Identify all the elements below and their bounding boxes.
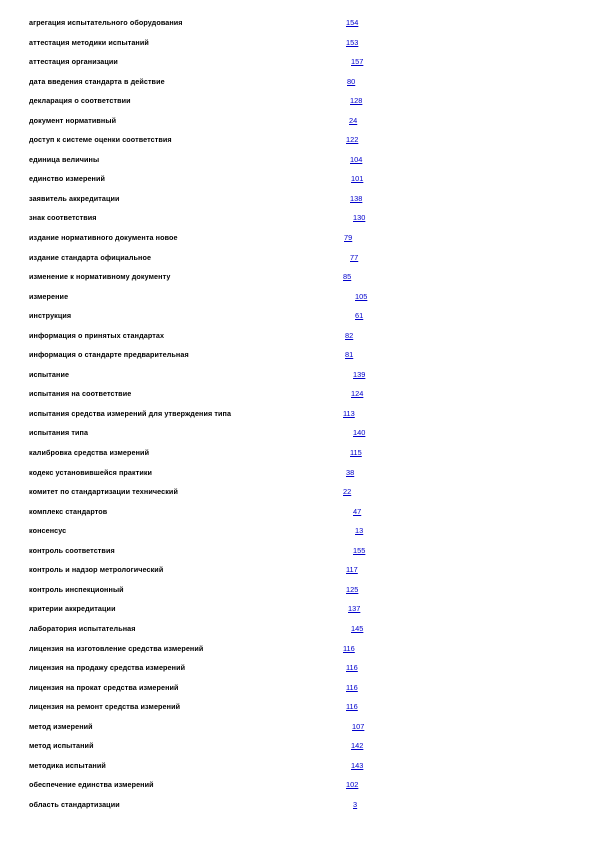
index-term: информация о принятых стандартах — [29, 330, 165, 340]
index-term: издание стандарта официальное — [29, 252, 152, 262]
page-number-link[interactable]: 79 — [344, 233, 353, 243]
index-entry — [0, 720, 595, 740]
page-number-link[interactable]: 22 — [343, 487, 352, 497]
index-term: измерение — [29, 291, 69, 301]
index-entry — [0, 251, 595, 271]
index-term: испытания типа — [29, 428, 89, 438]
index-entry — [0, 466, 595, 486]
page-number-link[interactable]: 13 — [355, 526, 364, 536]
index-entry — [0, 739, 595, 759]
index-term: единица величины — [29, 154, 100, 164]
index-entry — [0, 172, 595, 192]
page-number-link[interactable]: 61 — [355, 311, 364, 321]
page-number-link[interactable]: 80 — [347, 76, 356, 86]
index-term: калибровка средства измерений — [29, 448, 150, 458]
page-number-link[interactable]: 143 — [351, 760, 364, 770]
index-entry — [0, 544, 595, 564]
index-term: лицензия на изготовление средства измерений — [29, 643, 204, 653]
index-term: испытания средства измерений для утверждения типа — [29, 408, 232, 418]
page-number-link[interactable]: 101 — [351, 174, 364, 184]
page-number-link[interactable]: 145 — [351, 623, 364, 633]
page-number-link[interactable]: 157 — [351, 57, 364, 67]
page-number-link[interactable]: 82 — [345, 330, 354, 340]
page-number-link[interactable]: 125 — [346, 584, 359, 594]
page-number-link[interactable]: 85 — [343, 272, 352, 282]
index-term: доступ к системе оценки соответствия — [29, 135, 172, 145]
page-number-link[interactable]: 140 — [353, 428, 366, 438]
page-number-link[interactable]: 137 — [348, 604, 361, 614]
index-term: лицензия на прокат средства измерений — [29, 682, 179, 692]
page-number-link[interactable]: 142 — [351, 741, 364, 751]
index-term: критерии аккредитации — [29, 604, 116, 614]
page-number-link[interactable]: 38 — [346, 467, 355, 477]
index-entry — [0, 798, 595, 818]
index-term: аттестация методики испытаний — [29, 37, 149, 47]
index-entry — [0, 700, 595, 720]
index-entry — [0, 563, 595, 583]
index-term: заявитель аккредитации — [29, 193, 120, 203]
index-term: декларация о соответствии — [29, 96, 131, 106]
page-number-link[interactable]: 155 — [353, 545, 366, 555]
index-term: изменение к нормативному документу — [29, 272, 171, 282]
page-number-link[interactable]: 24 — [349, 115, 358, 125]
page-number-link[interactable]: 116 — [346, 663, 358, 673]
term-index-list — [0, 16, 595, 817]
page-number-link[interactable]: 104 — [350, 154, 363, 164]
index-entry — [0, 231, 595, 251]
page-number-link[interactable]: 122 — [346, 135, 359, 145]
index-entry — [0, 485, 595, 505]
page-number-link[interactable]: 107 — [352, 721, 365, 731]
page-number-link[interactable]: 81 — [345, 350, 354, 360]
index-entry — [0, 94, 595, 114]
index-term: область стандартизации — [29, 799, 120, 809]
page-number-link[interactable]: 115 — [350, 448, 362, 458]
index-term: контроль соответствия — [29, 545, 115, 555]
index-entry — [0, 524, 595, 544]
index-entry — [0, 583, 595, 603]
page-number-link[interactable]: 116 — [343, 643, 355, 653]
index-term: методика испытаний — [29, 760, 106, 770]
page-number-link[interactable]: 154 — [346, 18, 359, 27]
index-term: обеспечение единства измерений — [29, 780, 154, 790]
index-term: знак соответствия — [29, 213, 97, 223]
index-entry — [0, 309, 595, 329]
page-number-link[interactable]: 124 — [351, 389, 364, 399]
index-term: информация о стандарте предварительная — [29, 350, 189, 360]
index-term: контроль инспекционный — [29, 584, 124, 594]
index-entry — [0, 622, 595, 642]
index-term: консенсус — [29, 526, 67, 536]
index-entry — [0, 681, 595, 701]
index-term: единство измерений — [29, 174, 106, 184]
index-entry — [0, 192, 595, 212]
index-term: кодекс установившейся практики — [29, 467, 153, 477]
page-number-link[interactable]: 128 — [350, 96, 363, 106]
index-term: дата введения стандарта в действие — [29, 76, 165, 86]
index-entry — [0, 133, 595, 153]
index-term: испытание — [29, 369, 70, 379]
index-entry — [0, 426, 595, 446]
index-entry — [0, 270, 595, 290]
index-term: лицензия на продажу средства измерений — [29, 663, 186, 673]
index-entry — [0, 348, 595, 368]
index-term: документ нормативный — [29, 115, 117, 125]
index-entry — [0, 602, 595, 622]
index-term: аттестация организации — [29, 57, 118, 67]
index-entry — [0, 55, 595, 75]
index-entry — [0, 642, 595, 662]
index-term: лаборатория испытательная — [29, 623, 136, 633]
index-term: издание нормативного документа новое — [29, 233, 178, 243]
index-entry — [0, 368, 595, 388]
page-number-link[interactable]: 105 — [355, 291, 368, 301]
index-entry — [0, 153, 595, 173]
index-entry — [0, 407, 595, 427]
page-number-link[interactable]: 47 — [353, 506, 362, 516]
index-term: контроль и надзор метрологический — [29, 565, 164, 575]
page-number-link[interactable]: 153 — [346, 37, 359, 47]
index-entry — [0, 114, 595, 134]
page-number-link[interactable]: 116 — [346, 682, 358, 692]
page-number-link[interactable]: 117 — [346, 565, 358, 575]
page-number-link[interactable]: 116 — [346, 702, 358, 712]
index-term: испытания на соответствие — [29, 389, 132, 399]
index-entry — [0, 329, 595, 349]
index-term: метод испытаний — [29, 741, 94, 751]
index-entry — [0, 505, 595, 525]
page-number-link[interactable]: 139 — [353, 369, 366, 379]
page-number-link[interactable]: 113 — [343, 408, 355, 418]
index-entry — [0, 387, 595, 407]
index-term: лицензия на ремонт средства измерений — [29, 702, 181, 712]
index-entry — [0, 778, 595, 798]
index-term: комплекс стандартов — [29, 506, 108, 516]
index-entry — [0, 290, 595, 310]
page-number-link[interactable]: 102 — [346, 780, 359, 790]
index-term: агрегация испытательного оборудования — [29, 18, 183, 27]
index-entry — [0, 759, 595, 779]
index-entry — [0, 446, 595, 466]
index-entry — [0, 16, 595, 36]
page-number-link[interactable]: 77 — [350, 252, 359, 262]
page-number-link[interactable]: 130 — [353, 213, 366, 223]
index-entry — [0, 36, 595, 56]
page-number-link[interactable]: 3 — [353, 799, 358, 809]
index-term: инструкция — [29, 311, 72, 321]
index-entry — [0, 75, 595, 95]
index-entry — [0, 211, 595, 231]
page-number-link[interactable]: 138 — [350, 193, 363, 203]
index-term: комитет по стандартизации технический — [29, 487, 178, 497]
index-entry — [0, 661, 595, 681]
index-term: метод измерений — [29, 721, 93, 731]
